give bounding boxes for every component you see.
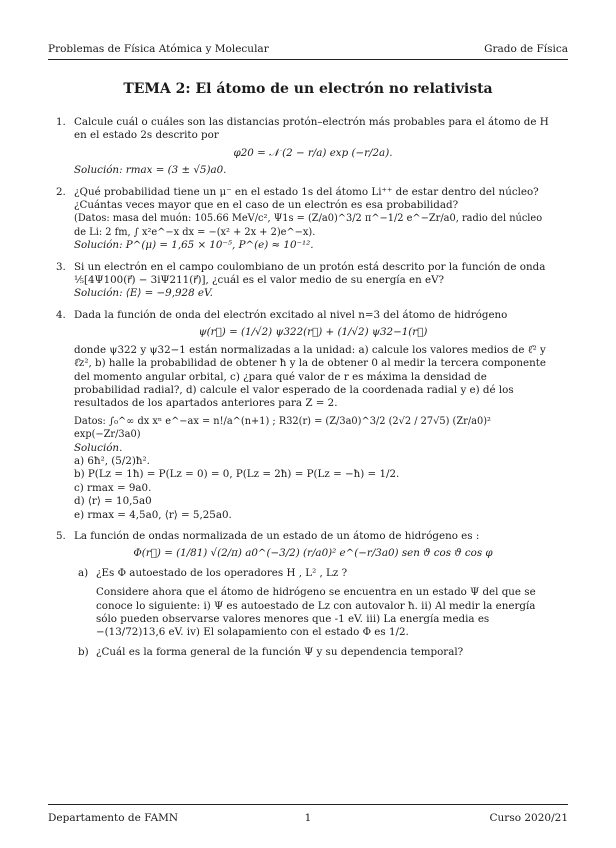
problem-1 [56,116,552,178]
problem-3 [56,261,552,301]
problem-paragraph: Considere ahora que el átomo de hidrógeno se encuentra en un estado Ψ del que se conoce lo siguiente: i) Ψ es autoestado de Lz con autovalor ħ. ii) Al medir la energía sólo pueden observarse valores menores que -1 eV. iii) La energía media es −(13/72)13,6 eV. iv) El solapamiento con el estado Φ es 1/2. [96,586,536,639]
subquestion-text: ¿Es Φ autoestado de los operadores H , L² , Lz ? [96,566,348,579]
solution: Solución: rmax = (3 ± √5)a0. [74,164,227,177]
solution: Solución: P^(μ) = 1,65 × 10⁻⁵, P^(e) ≈ 10⁻¹². [74,239,314,252]
header-degree: Grado de Física [484,43,568,55]
problem-number: 2. [56,185,66,198]
problem-text: Dada la función de onda del electrón excitado al nivel n=3 del átomo de hidrógeno [74,308,508,321]
problem-number: 3. [56,260,66,273]
solution: Solución: ⟨E⟩ = −9,928 eV. [74,287,213,300]
problem-text: ¿Qué probabilidad tiene un μ⁻ en el estado 1s del átomo Li⁺⁺ de estar dentro del núcleo? ¿Cuántas veces mayor que en el caso de un electrón es esa probabilidad? [74,185,539,212]
subquestion-label: b) [78,645,89,658]
problem-5 [56,530,552,659]
problem-list [56,116,552,667]
header-rule [48,59,568,60]
problem-data: (Datos: masa del muón: 105.66 MeV/c², Ψ1s = (Z/a0)^3/2 π^−1/2 e^−Zr/a0, radio del núcleo de Li: 2 fm, ∫ x²e^−x dx = −(x² + 2x + 2)e^−x). [74,213,543,238]
page-header [48,43,568,55]
solution-line: b) P(Lz = 1ħ) = P(Lz = 0) = 0, P(Lz = 2ħ) = P(Lz = −ħ) = 1/2. [74,468,400,481]
subquestion-label: a) [78,566,89,579]
subquestion-a [74,567,552,580]
problem-2 [56,186,552,253]
footer-rule [48,804,568,805]
subquestion-text: ¿Cuál es la forma general de la función Ψ y su dependencia temporal? [96,645,464,658]
problem-text: Calcule cuál o cuáles son las distancias protón–electrón más probables para el átomo de H en el estado 2s descrito por [74,116,549,142]
page-footer [48,812,568,824]
problem-text: Si un electrón en el campo coulombiano de un protón está descrito por la función de onda ⅕[4Ψ100(r⃗) − 3iΨ211(r⃗)], ¿cuál es el valor medio de su energía en eV? [74,260,546,287]
problem-number: 1. [56,116,66,128]
problem-4 [56,309,552,522]
equation: ψ(r⃗) = (1/√2) ψ322(r⃗) + (1/√2) ψ32−1(r⃗) [198,326,428,339]
solution-line: d) ⟨r⟩ = 10,5a0 [74,495,152,508]
page-number: 1 [304,812,312,824]
subquestion-b [74,646,552,659]
problem-text-continued: donde ψ322 y ψ32−1 están normalizadas a la unidad: a) calcule los valores medios de ℓ̂² y ℓ̂z², b) halle la probabilidad de obtener ħ y la de obtener 0 al medir la tercera componente del momento angular orbital, c) ¿para qué valor de r es máxima la densidad de probabilidad radial?, d) calcule el valor esperado de la coordenada radial y e) dé los resultados de los apartados anteriores para Z = 2. [74,343,546,410]
page-title: TEMA 2: El átomo de un electrón no relativista [123,81,493,97]
problem-number: 5. [56,529,66,542]
solution-line: e) rmax = 4,5a0, ⟨r⟩ = 5,25a0. [74,508,232,521]
solution-label: Solución. [74,441,123,454]
solution-line: a) 6ħ², (5/2)ħ². [74,454,150,467]
equation: Φ(r⃗) = (1/81) √(2/π) a0^(−3/2) (r/a0)² e^(−r/3a0) sen ϑ cos ϑ cos φ [133,547,493,560]
footer-year: Curso 2020/21 [489,812,568,824]
equation: φ20 = 𝒩 (2 − r/a) exp (−r/2a). [233,146,393,159]
footer-department: Departamento de FAMN [48,812,179,824]
problem-text: La función de ondas normalizada de un estado de un átomo de hidrógeno es : [74,529,480,542]
header-course: Problemas de Física Atómica y Molecular [48,43,269,55]
problem-data: Datos: ∫₀^∞ dx xⁿ e^−ax = n!/a^(n+1) ; R32(r) = (Z/3a0)^3/2 (2√2 / 27√5) (Zr/a0)² exp(−Zr/3a0) [74,415,491,441]
solution-line: c) rmax = 9a0. [74,481,152,494]
problem-number: 4. [56,308,66,321]
